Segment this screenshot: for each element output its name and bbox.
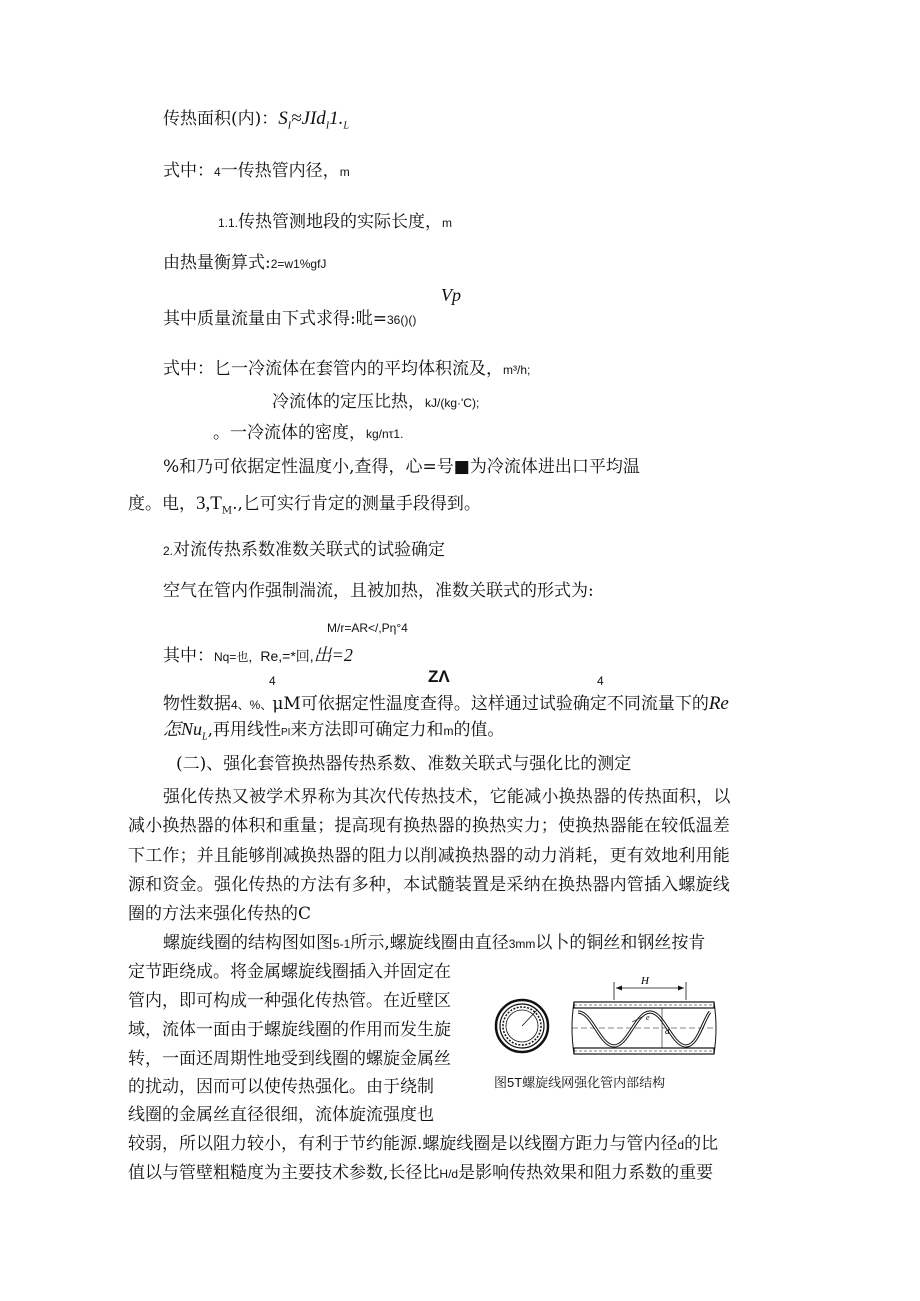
paragraph-line: 减小换热器的体积和重量；提高现有换热器的换热实力；使换热器能在较低温差 bbox=[128, 816, 730, 836]
paragraph-line: 下工作；并且能够削减换热器的阻力以削减换热器的动力消耗，更有效地利用能 bbox=[128, 846, 730, 866]
heat-balance-line bbox=[163, 252, 326, 275]
paragraph-line bbox=[163, 718, 504, 748]
formula: 2=w1%gfJ bbox=[270, 257, 327, 271]
symbol: 3,T bbox=[196, 493, 222, 514]
symbol: 怎Nu bbox=[163, 719, 203, 739]
label-d: d bbox=[665, 1026, 670, 1036]
text: 值以与管壁粗糙度为主要技术参数,长径比 bbox=[128, 1163, 440, 1183]
formula: Nq=也， bbox=[214, 650, 261, 664]
paragraph-line: 转，一面还周期性地受到线圈的螺旋金属丝 bbox=[128, 1049, 451, 1069]
text: 其中质量流量由下式求得:吡= bbox=[163, 309, 387, 329]
section-number: 2. bbox=[163, 544, 174, 558]
text: 的值。 bbox=[453, 720, 505, 740]
paragraph-line: 源和资金。强化传热的方法有多种，本试髓装置是采纳在换热器内管插入螺旋线 bbox=[128, 875, 730, 895]
unit: kg/nτ1. bbox=[366, 427, 404, 441]
definition-line bbox=[163, 358, 530, 381]
symbol-sub: L bbox=[202, 731, 208, 743]
paragraph-line bbox=[128, 1162, 713, 1185]
text: 所示,螺旋线圈由直径 bbox=[350, 933, 509, 953]
paragraph-line: 定节距绕成。将金属螺旋线圈插入并固定在 bbox=[128, 962, 451, 982]
text: 度。电， bbox=[128, 494, 196, 514]
text: 冷流体的定压比热， bbox=[272, 392, 425, 412]
formula: 36()() bbox=[386, 313, 417, 327]
text: 螺旋线圈的结构图如图 bbox=[163, 933, 333, 953]
paragraph-line: 空气在管内作强制湍流，且被加热，准数关联式的形式为: bbox=[163, 581, 594, 601]
unit: m bbox=[339, 165, 350, 179]
paragraph-line: 的扰动，因而可以使传热强化。由于绕制 bbox=[128, 1077, 434, 1097]
var: S bbox=[278, 108, 288, 129]
tube-longitudinal-section bbox=[572, 982, 716, 1054]
text: 的比 bbox=[684, 1134, 719, 1154]
unit: m bbox=[442, 216, 453, 230]
paragraph-line: 域，流体一面由于螺旋线圈的作用而发生旋 bbox=[128, 1020, 451, 1040]
definition-line bbox=[163, 160, 350, 183]
text: 是影响传热效果和阻力系数的重要 bbox=[458, 1163, 714, 1183]
symbol: 4 bbox=[214, 165, 221, 179]
paragraph-line bbox=[128, 1133, 718, 1156]
text: 物性数据 bbox=[163, 694, 231, 714]
denominator: ZΛ bbox=[428, 667, 450, 686]
text: 来方法即可确定力和 bbox=[290, 720, 444, 740]
paragraph-line: 管内，即可构成一种强化传热管。在近壁区 bbox=[128, 991, 451, 1011]
text: 对流传热系数准数关联式的试验确定 bbox=[173, 540, 446, 560]
unit: m³/h; bbox=[503, 363, 531, 377]
figure-caption: 图5T螺旋线网强化管内部结构 bbox=[494, 1075, 666, 1090]
symbol-sub: M bbox=[221, 505, 233, 517]
correlation-formula: M/r=AR</,Pη°4 bbox=[327, 621, 408, 635]
text: μM可依据定性温度查得。这样通过试验确定不同流量下的 bbox=[272, 694, 709, 714]
paragraph-line bbox=[128, 493, 481, 522]
fraction-denominator: Vp bbox=[441, 285, 461, 305]
text: .,匕可实行肯定的测量手段得到。 bbox=[232, 494, 481, 514]
denominator: 4 bbox=[269, 674, 276, 688]
tube-cross-section bbox=[496, 1000, 548, 1052]
text: 式中：匕一冷流体在套管内的平均体积流及， bbox=[163, 359, 503, 379]
paragraph-line: 强化传热又被学术界称为其次代传热技术，它能减小换热器的传热面积，以 bbox=[163, 787, 731, 807]
mass-flow-line bbox=[163, 308, 416, 331]
dimensionless-numbers bbox=[163, 644, 353, 668]
label-h: H bbox=[641, 975, 649, 987]
text: 传热管测地段的实际长度， bbox=[238, 212, 443, 232]
symbol: 1.1. bbox=[218, 216, 239, 230]
text: 传热面积(内)： bbox=[163, 109, 279, 129]
formula: 出=2 bbox=[313, 645, 353, 665]
var: ≈JId bbox=[291, 108, 326, 129]
figure-ref: 5-1 bbox=[333, 937, 351, 951]
paragraph-line bbox=[163, 693, 729, 716]
formula: Re,=*回, bbox=[260, 648, 314, 664]
text: 由热量衡算式: bbox=[163, 253, 271, 273]
var-sub: L bbox=[343, 120, 349, 132]
symbol: H/d bbox=[439, 1167, 459, 1181]
denominator: 4 bbox=[597, 674, 604, 688]
section-heading: (二)、强化套管换热器传热系数、准数关联式与强化比的测定 bbox=[176, 754, 632, 774]
symbol: 4、%、 bbox=[231, 698, 273, 712]
definition-line bbox=[218, 211, 452, 234]
text: 一传热管内径， bbox=[220, 161, 340, 181]
text: 以卜的铜丝和钢丝按肯 bbox=[535, 933, 706, 953]
unit: kJ/(kg·'C); bbox=[425, 396, 480, 410]
formula-heat-area bbox=[163, 108, 349, 137]
symbol: Re bbox=[708, 693, 729, 714]
definition-line bbox=[272, 391, 479, 414]
paragraph-line bbox=[163, 932, 705, 955]
paragraph-line: 圈的方法来强化传热的C bbox=[128, 904, 312, 924]
text: 较弱，所以阻力较小，有利于节约能源.螺旋线圈是以线圈方距力与管内径 bbox=[128, 1134, 678, 1154]
symbol: PI bbox=[280, 727, 291, 738]
var-sub: I bbox=[287, 120, 292, 132]
text: 其中： bbox=[163, 646, 214, 666]
coil-tube-figure bbox=[492, 968, 722, 1064]
definition-line bbox=[213, 422, 403, 445]
symbol: d bbox=[677, 1138, 685, 1152]
unit: 3mm bbox=[508, 937, 536, 951]
symbol: m bbox=[443, 724, 454, 738]
label-e: e bbox=[646, 1013, 650, 1022]
text: 式中： bbox=[163, 161, 214, 181]
section-heading bbox=[163, 539, 445, 562]
var: 1. bbox=[329, 108, 344, 129]
paragraph-line: 线圈的金属丝直径很细，流体旋流强度也 bbox=[128, 1105, 434, 1125]
text: ,再用线性 bbox=[207, 720, 281, 740]
var-sub: I bbox=[325, 120, 330, 132]
paragraph-line: %和乃可依据定性温度小,查得，心=号■为冷流体进出口平均温 bbox=[163, 457, 640, 477]
text: 。一冷流体的密度， bbox=[213, 423, 366, 443]
